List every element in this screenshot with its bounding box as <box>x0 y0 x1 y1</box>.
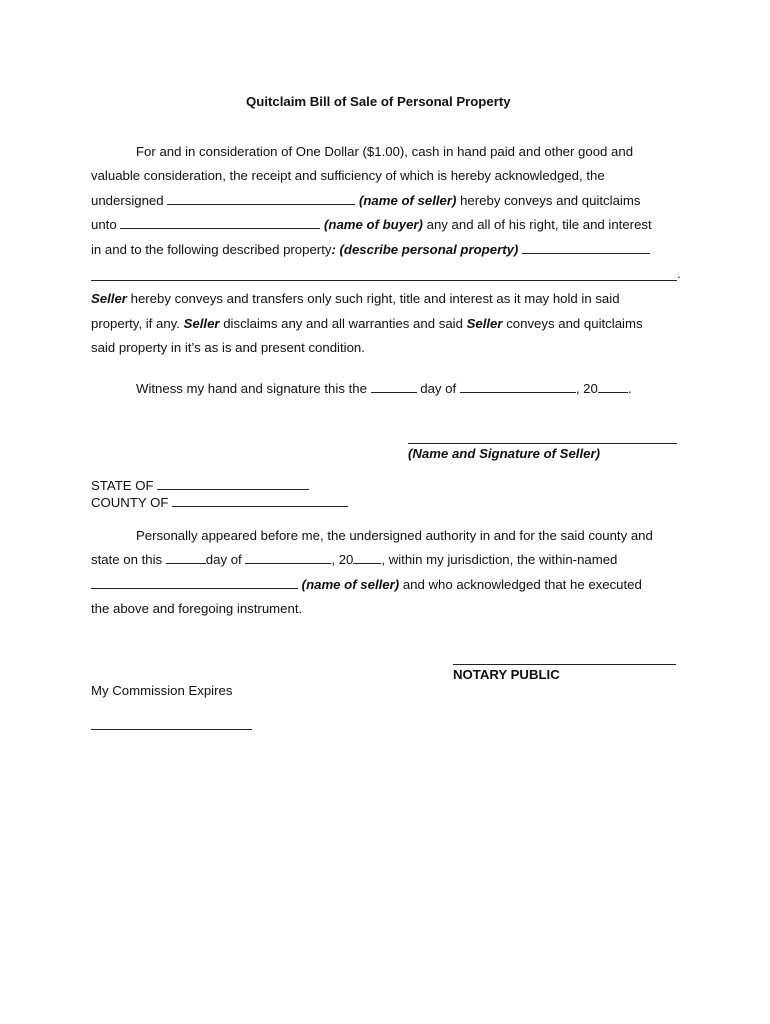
consideration-line-5 <box>91 242 650 257</box>
undersigned-text: undersigned <box>91 193 164 208</box>
year-prefix-text: , 20 <box>575 381 598 396</box>
name-of-buyer-hint: (name of buyer) <box>324 217 423 232</box>
name-of-seller-hint: (name of seller) <box>358 193 457 208</box>
acknowledgment-line-2 <box>91 552 617 567</box>
state-on-this-text: state on this <box>91 552 163 567</box>
seller-conveys-text: hereby conveys and transfers only such right, title and interest as it may hold in said <box>130 291 620 306</box>
year-prefix-text: , 20 <box>331 552 354 567</box>
county-line <box>91 495 348 510</box>
seller-conveys-line-1 <box>91 291 620 306</box>
seller-signature-label: (Name and Signature of Seller) <box>408 446 600 461</box>
property-description-blank-1[interactable] <box>522 242 650 254</box>
described-property-text: in and to the following described property <box>91 242 332 257</box>
document-title: Quitclaim Bill of Sale of Personal Property <box>246 94 511 109</box>
acknowledgment-line-3 <box>91 577 642 592</box>
right-title-text: any and all of his right, tile and interest <box>426 217 652 232</box>
ack-year-blank[interactable] <box>353 552 381 564</box>
consideration-line-4 <box>91 217 652 232</box>
name-of-seller-hint: (name of seller) <box>301 577 400 592</box>
state-line <box>91 478 309 493</box>
county-label: COUNTY OF <box>91 495 169 510</box>
buyer-name-blank[interactable] <box>120 217 320 229</box>
ack-seller-name-blank[interactable] <box>91 577 298 589</box>
witness-line <box>136 381 632 396</box>
acknowledgment-line-4: the above and foregoing instrument. <box>91 601 303 616</box>
consideration-line-2: valuable consideration, the receipt and sufficiency of which is hereby acknowledged, the <box>91 168 605 183</box>
consideration-line-3 <box>91 193 640 208</box>
seller-conveys-line-3: said property in it’s as is and present condition. <box>91 340 365 355</box>
acknowledgment-line-1: Personally appeared before me, the undersigned authority in and for the said county and <box>136 528 653 543</box>
seller-name-blank[interactable] <box>167 193 355 205</box>
consideration-line-1: For and in consideration of One Dollar ($1.00), cash in hand paid and other good and <box>136 144 634 159</box>
witness-text: Witness my hand and signature this the <box>136 381 367 396</box>
day-of-text: day of <box>205 552 242 567</box>
county-blank[interactable] <box>172 495 348 507</box>
seller-term: Seller <box>466 316 503 331</box>
notary-signature-line[interactable] <box>453 664 676 665</box>
notary-public-label: NOTARY PUBLIC <box>453 667 560 682</box>
unto-text: unto <box>91 217 117 232</box>
witness-month-blank[interactable] <box>460 381 576 393</box>
seller-signature-line[interactable] <box>408 443 677 444</box>
quitclaims-text: conveys and quitclaims <box>506 316 643 331</box>
property-if-any-text: property, if any. <box>91 316 180 331</box>
ack-day-blank[interactable] <box>166 552 206 564</box>
witness-period: . <box>627 381 632 396</box>
ack-month-blank[interactable] <box>245 552 331 564</box>
property-description-blank-2[interactable] <box>91 280 677 281</box>
state-blank[interactable] <box>157 478 309 490</box>
witness-year-blank[interactable] <box>598 381 628 393</box>
state-label: STATE OF <box>91 478 154 493</box>
acknowledged-text: and who acknowledged that he executed <box>402 577 642 592</box>
conveys-text: hereby conveys and quitclaims <box>460 193 641 208</box>
witness-day-blank[interactable] <box>371 381 417 393</box>
disclaims-text: disclaims any and all warranties and said <box>223 316 463 331</box>
jurisdiction-text: , within my jurisdiction, the within-named <box>381 552 618 567</box>
commission-expires-label: My Commission Expires <box>91 683 233 698</box>
day-of-text: day of <box>420 381 457 396</box>
describe-property-hint: : (describe personal property) <box>331 242 519 257</box>
commission-expires-blank[interactable] <box>91 729 252 730</box>
seller-conveys-line-2 <box>91 316 643 331</box>
seller-term: Seller <box>183 316 220 331</box>
seller-term: Seller <box>91 291 127 306</box>
property-line-period: . <box>677 266 681 281</box>
